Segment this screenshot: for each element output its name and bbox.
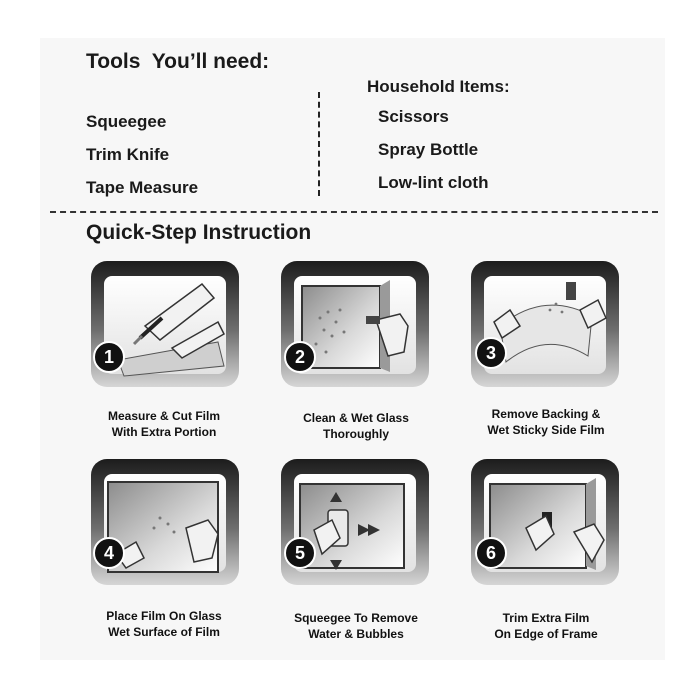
step-6-number: 6 [485, 543, 497, 563]
step-4-caption-line2: Wet Surface of Film [108, 625, 220, 639]
step-4-number: 4 [103, 543, 115, 563]
step-5-caption-line2: Water & Bubbles [308, 627, 404, 641]
step-1-caption-line1: Measure & Cut Film [107, 409, 221, 423]
step-3-number: 3 [485, 343, 497, 363]
step-5-badge [283, 536, 317, 570]
household-scissors: Scissors [378, 107, 449, 126]
step-2-caption [256, 410, 456, 442]
step-1-number: 1 [103, 347, 115, 367]
step-6-caption-line2: On Edge of Frame [494, 627, 598, 641]
household-low-lint-cloth: Low-lint cloth [378, 173, 489, 192]
step-2-badge [283, 340, 317, 374]
step-6-caption [446, 610, 646, 642]
household-heading: Household Items: [367, 77, 510, 96]
step-5-caption [256, 610, 456, 642]
step-1-caption [64, 408, 264, 440]
tools-heading: Tools You’ll need: [86, 50, 270, 73]
step-4-badge [92, 536, 126, 570]
step-3-caption-line1: Remove Backing & [491, 407, 601, 421]
quick-step-heading: Quick-Step Instruction [86, 221, 312, 244]
vertical-dashed-divider [318, 92, 320, 196]
horizontal-dashed-divider [50, 211, 658, 213]
step-3-caption-line2: Wet Sticky Side Film [487, 423, 605, 437]
step-4-caption [64, 608, 264, 640]
step-6-caption-line1: Trim Extra Film [502, 611, 590, 625]
tool-trim-knife: Trim Knife [86, 145, 170, 164]
tool-tape-measure: Tape Measure [86, 178, 199, 197]
step-4-caption-line1: Place Film On Glass [106, 609, 222, 623]
step-3-badge [474, 336, 508, 370]
step-3-caption [446, 406, 646, 438]
household-spray-bottle: Spray Bottle [378, 140, 479, 159]
step-1-badge [92, 340, 126, 374]
step-1-caption-line2: With Extra Portion [111, 425, 217, 439]
step-5-number: 5 [294, 543, 306, 563]
step-2-number: 2 [294, 347, 306, 367]
step-5-caption-line1: Squeegee To Remove [294, 611, 418, 625]
step-2-caption-line2: Thoroughly [323, 427, 389, 441]
step-2-caption-line1: Clean & Wet Glass [303, 411, 409, 425]
tool-squeegee: Squeegee [86, 112, 167, 131]
step-6-badge [474, 536, 508, 570]
